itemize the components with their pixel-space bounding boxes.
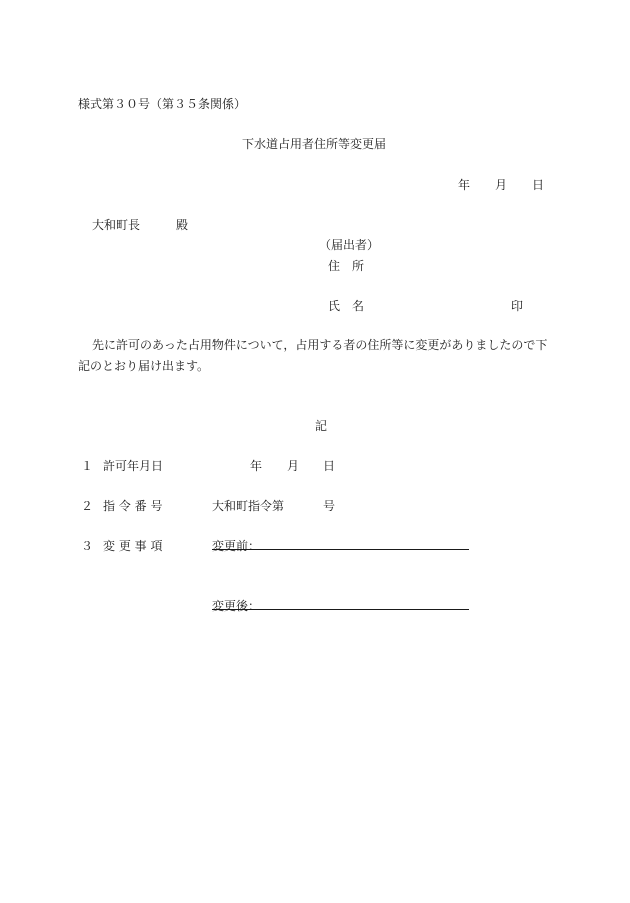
record-heading: 記: [315, 419, 328, 433]
item-label: 指 令 番 号: [103, 499, 163, 513]
applicant-heading: （届出者）: [319, 238, 380, 252]
item-label: 変 更 事 項: [103, 539, 163, 553]
applicant-name-label: 氏 名: [328, 299, 365, 313]
permit-month: 月: [287, 459, 300, 473]
item-number: １: [81, 459, 94, 473]
order-number-suffix: 号: [323, 499, 336, 513]
item-number: ３: [81, 539, 94, 553]
item-label: 許可年月日: [103, 459, 164, 473]
applicant-address-label: 住 所: [328, 259, 365, 273]
date-year: 年: [458, 178, 471, 192]
body-text-line-1: 先に許可のあった占用物件について，占用する者の住所等に変更がありましたので下: [92, 338, 548, 352]
addressee-name: 大和町長: [92, 218, 141, 232]
order-number-prefix: 大和町指令第: [212, 499, 285, 513]
after-change-label: 変更後：: [212, 599, 261, 613]
before-change-label: 変更前：: [212, 539, 261, 553]
date-day: 日: [532, 178, 545, 192]
permit-year: 年: [250, 459, 263, 473]
applicant-seal: 印: [511, 299, 524, 313]
after-change-line: [212, 609, 469, 610]
permit-day: 日: [323, 459, 336, 473]
document-title: 下水道占用者住所等変更届: [242, 137, 387, 151]
addressee-honorific: 殿: [176, 218, 189, 232]
body-text-line-2: 記のとおり届け出ます。: [78, 359, 210, 373]
date-month: 月: [495, 178, 508, 192]
form-label: 様式第３０号（第３５条関係）: [78, 97, 247, 111]
item-number: ２: [81, 499, 94, 513]
before-change-line: [212, 549, 469, 550]
